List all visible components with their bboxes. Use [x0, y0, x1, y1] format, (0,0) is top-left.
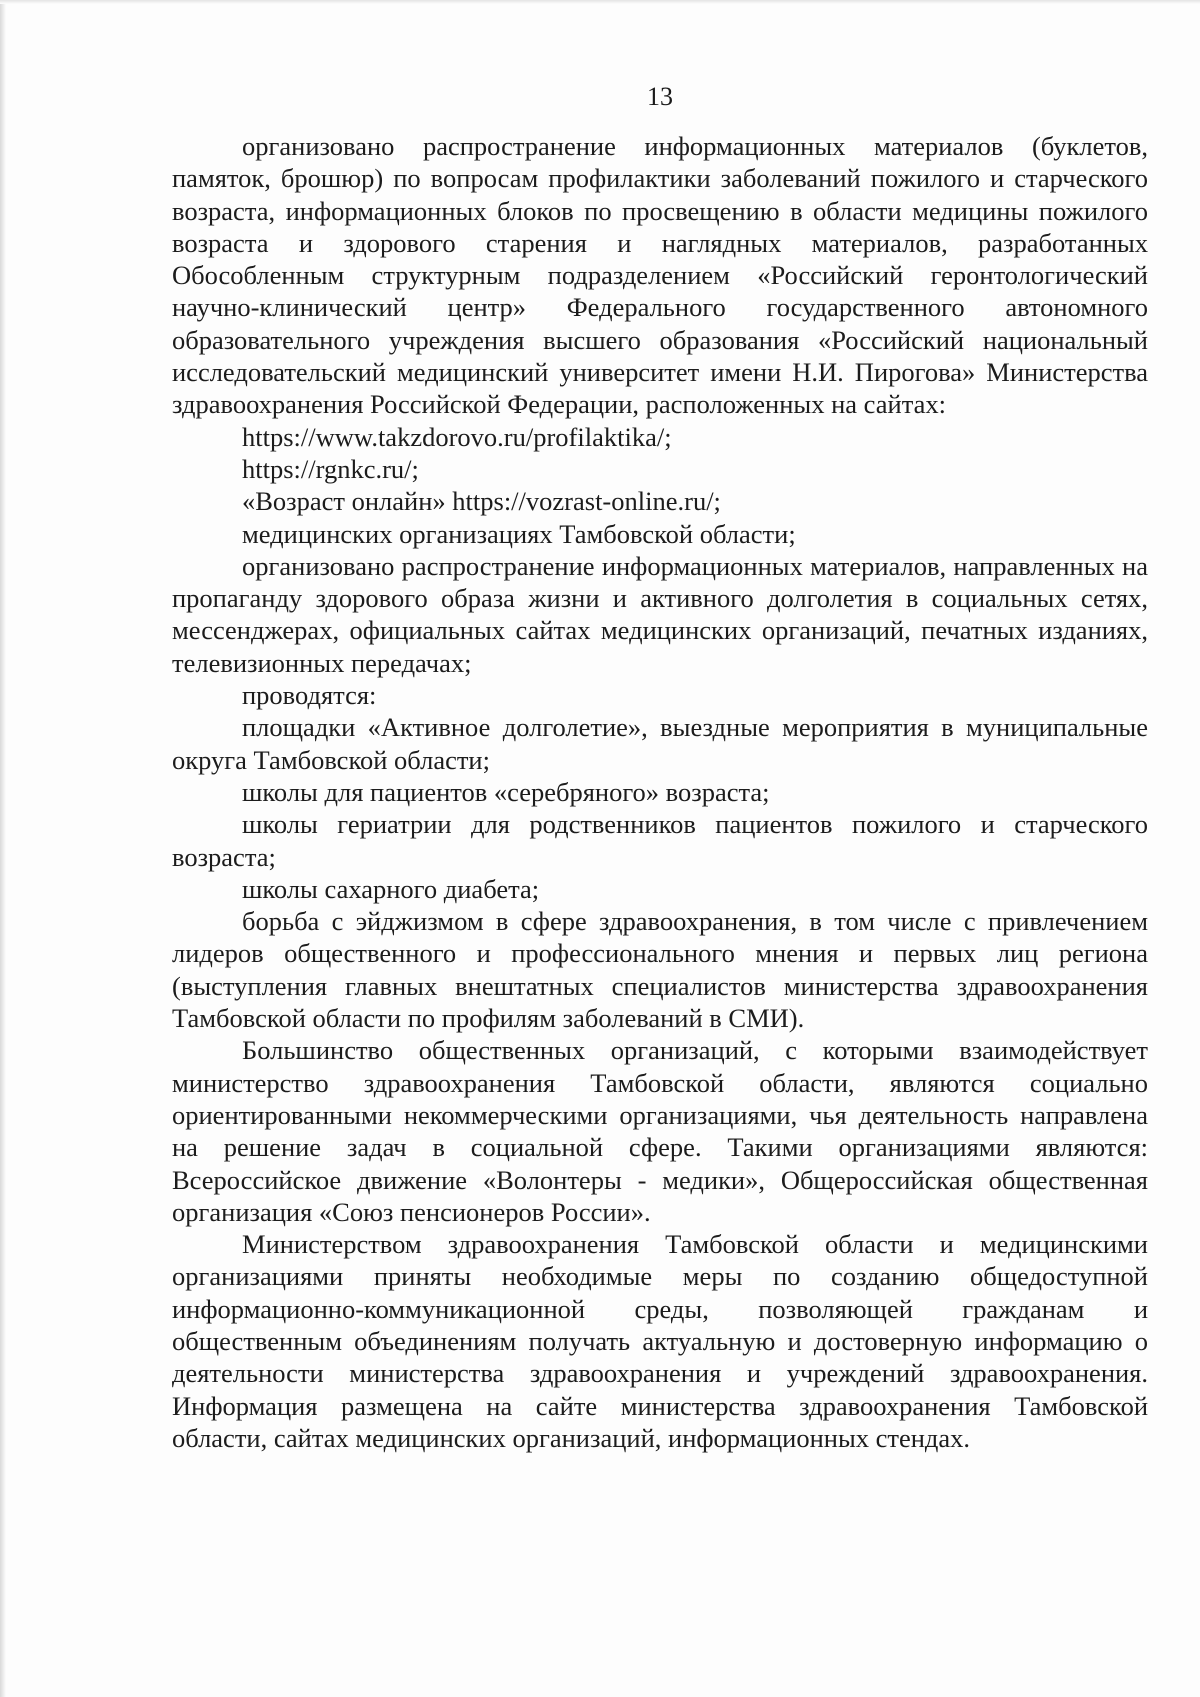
paragraph-ageism: борьба с эйджизмом в сфере здравоохранения, в том числе с привлечением лидеров общественного и профессионального мнения и первых лиц региона (выступления главных внештатных специалистов министерства здравоохранения Тамбовской области по профилям заболеваний в СМИ).	[172, 906, 1148, 1034]
paragraph-geriatrics-schools: школы гериатрии для родственников пациентов пожилого и старческого возраста;	[172, 809, 1148, 872]
paragraph-leaflets: организовано распространение информационных материалов (буклетов, памяток, брошюр) по вопросам профилактики заболеваний пожилого и старческого возраста, информационных блоков по просвещению в области медицины пожилого возраста и здорового старения и наглядных материалов, разработанных Обособленным структурным подразделением «Российский геронтологический научно-клинический центр» Федерального государственного автономного образовательного учреждения высшего образования «Российский национальный исследовательский медицинский университет имени Н.И. Пирогова» Министерства здравоохранения Российской Федерации, расположенных на сайтах:	[172, 131, 1148, 420]
document-body	[172, 130, 1148, 1454]
paragraph-conducted: проводятся:	[242, 680, 377, 711]
scan-edge-top	[0, 0, 1200, 4]
paragraph-medical-orgs: медицинских организациях Тамбовской области;	[242, 518, 796, 549]
page-number: 13	[647, 82, 673, 111]
paragraph-information-environment: Министерством здравоохранения Тамбовской области и медицинскими организациями приняты необходимые меры по созданию общедоступной информационно-коммуникационной среды, позволяющей гражданам и общественным объединениям получать актуальную и достоверную информацию о деятельности министерства здравоохранения и учреждений здравоохранения. Информация размещена на сайте министерства здравоохранения Тамбовской области, сайтах медицинских организаций, информационных стендах.	[172, 1229, 1148, 1453]
paragraph-healthy-lifestyle: организовано распространение информационных материалов, направленных на пропаганду здорового образа жизни и активного долголетия в социальных сетях, мессенджерах, официальных сайтах медицинских организаций, печатных изданиях, телевизионных передачах;	[172, 550, 1148, 678]
link-vozrast-online: «Возраст онлайн» https://vozrast-online.ru/;	[242, 486, 721, 517]
paragraph-diabetes-schools: школы сахарного диабета;	[242, 873, 540, 904]
paragraph-active-longevity: площадки «Активное долголетие», выездные мероприятия в муниципальные округа Тамбовской области;	[172, 712, 1148, 775]
paragraph-silver-age-schools: школы для пациентов «серебряного» возраста;	[242, 776, 770, 807]
link-rgnkc: https://rgnkc.ru/;	[242, 453, 419, 484]
scan-edge-left	[0, 0, 6, 1697]
link-takzdorovo: https://www.takzdorovo.ru/profilaktika/;	[242, 421, 672, 452]
paragraph-public-organizations: Большинство общественных организаций, с которыми взаимодействует министерство здравоохранения Тамбовской области, являются социально ориентированными некоммерческими организациями, чья деятельность направлена на решение задач в социальной сфере. Такими организациями являются: Всероссийское движение «Волонтеры - медики», Общероссийская общественная организация «Союз пенсионеров России».	[172, 1035, 1148, 1227]
